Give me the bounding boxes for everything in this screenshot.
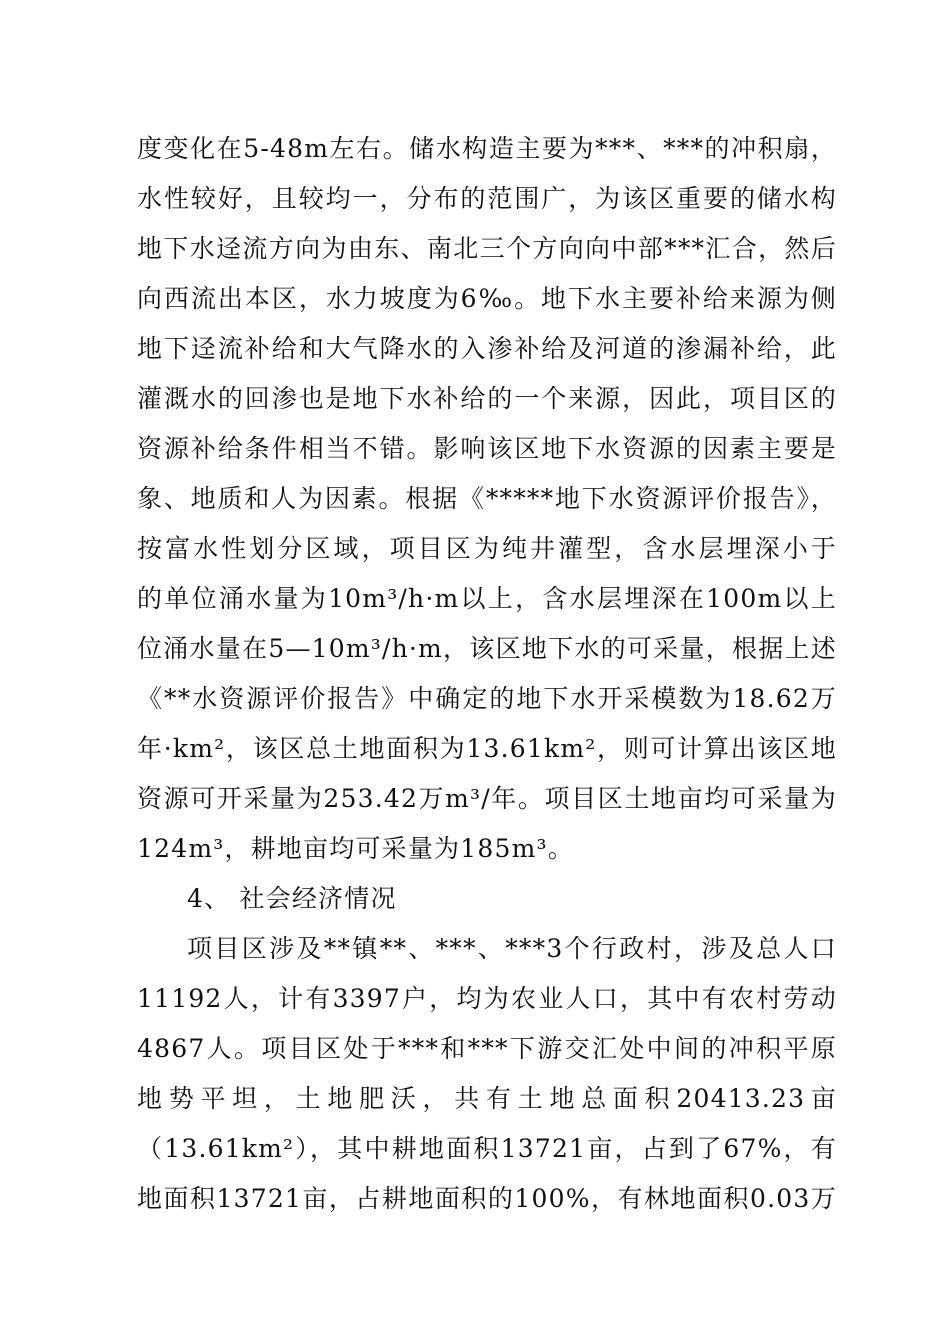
text-line: 124m³，耕地亩均可采量为185m³。 — [137, 834, 574, 863]
text-line: 位涌水量在5—10m³/h·m，该区地下水的可采量，根据上述 — [137, 634, 837, 663]
text-line: 地下水迳流方向为由东、南北三个方向向中部***汇合，然后 — [137, 234, 837, 263]
text-line: 地下迳流补给和大气降水的入渗补给及河道的渗漏补给，此 — [137, 334, 837, 363]
text-line: 地面积13721亩，占耕地面积的100%，有林地面积0.03万 — [137, 1184, 837, 1213]
text-line: 向西流出本区，水力坡度为6‰。地下水主要补给来源为侧 — [137, 284, 837, 313]
text-line: 项目区涉及**镇**、***、***3个行政村，涉及总人口 — [187, 934, 837, 963]
text-line: 度变化在5-48m左右。储水构造主要为***、***的冲积扇， — [137, 134, 837, 163]
text-line: 象、地质和人为因素。根据《*****地下水资源评价报告》， — [137, 484, 837, 513]
text-line: 资源补给条件相当不错。影响该区地下水资源的因素主要是 — [137, 434, 837, 463]
text-line: 11192人，计有3397户，均为农业人口，其中有农村劳动 — [137, 984, 837, 1013]
text-line: 年·km²，该区总土地面积为13.61km²，则可计算出该区地 — [137, 734, 837, 763]
text-line: 按富水性划分区域，项目区为纯井灌型，含水层埋深小于 — [137, 534, 837, 563]
text-line: 《**水资源评价报告》中确定的地下水开采模数为18.62万 — [137, 684, 837, 713]
text-line: 地势平坦，土地肥沃，共有土地总面积20413.23亩 — [137, 1084, 837, 1113]
text-line: （13.61km²），其中耕地面积13721亩，占到了67%，有 — [137, 1134, 837, 1163]
text-line: 的单位涌水量为10m³/h·m以上，含水层埋深在100m以上 — [137, 584, 837, 613]
text-line: 水性较好，且较均一，分布的范围广，为该区重要的储水构 — [137, 184, 837, 213]
section-heading: 4、 社会经济情况 — [187, 884, 397, 913]
text-line: 灌溉水的回渗也是地下水补给的一个来源，因此，项目区的 — [137, 384, 837, 413]
text-line: 资源可开采量为253.42万m³/年。项目区土地亩均可采量为 — [137, 784, 837, 813]
body-text — [137, 124, 837, 1224]
text-line: 4867人。项目区处于***和***下游交汇处中间的冲积平原 — [137, 1034, 837, 1063]
